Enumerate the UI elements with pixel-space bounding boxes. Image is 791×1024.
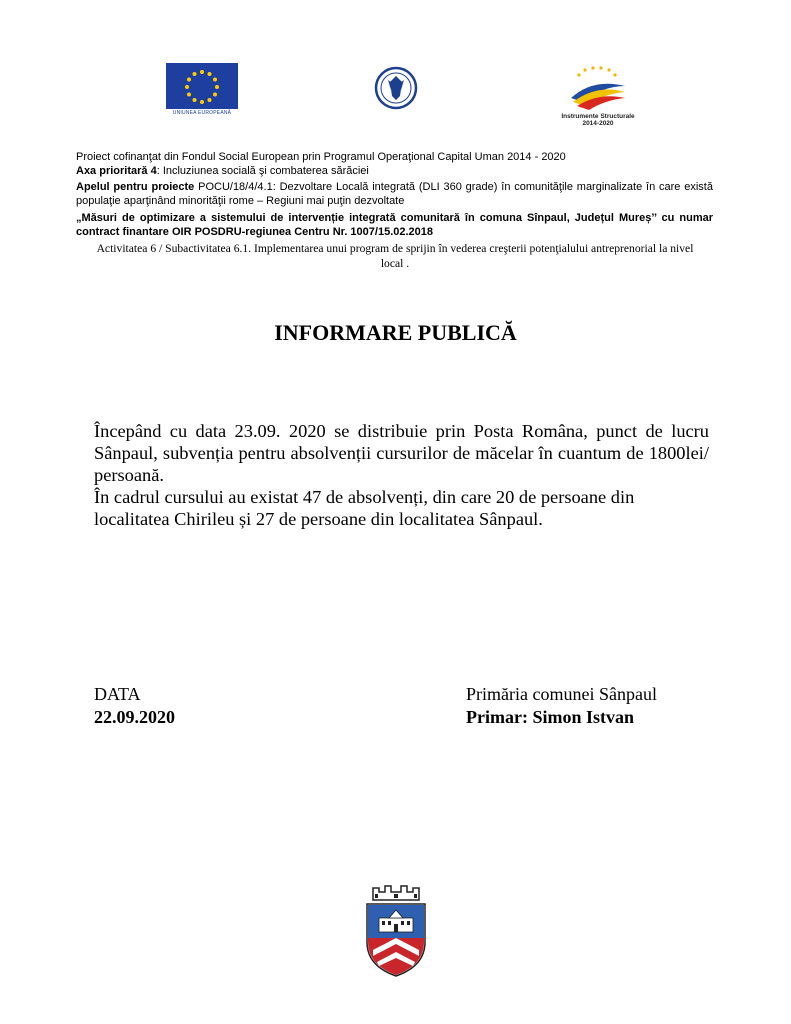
instrumente-structurale-caption [560,113,636,127]
activity-line: Activitatea 6 / Subactivitatea 6.1. Implementarea unui program de sprijin în vederea creşterii potenţialului antreprenorial la nivel local . [96,242,694,270]
axa-line [76,164,713,178]
eu-flag-logo [166,63,238,109]
paragraph-distribution: Începând cu data 23.09. 2020 se distribuie prin Posta Româna, punct de lucru Sânpaul, subvenția pentru absolvenții cursurilor de măcelar în cuantum de 1800lei/ persoană. [94,421,709,485]
program-line: Proiect cofinanţat din Fondul Social European prin Programul Operaţional Capital Uman 2014 - 2020 [76,151,566,163]
apel-line [76,180,713,208]
institution-name: Primăria comunei Sânpaul [466,684,657,704]
eu-caption: UNIUNEA EUROPEANĂ [172,110,232,116]
announcement-body [94,420,709,530]
date-label: DATA [94,684,141,704]
instrumente-structurale-logo [563,62,633,114]
eu-stars-icon [166,63,238,109]
paragraph-graduates: În cadrul cursului au existat 47 de absolvenți, din care 20 de persoane din localitatea Chirileu și 27 de persoane din localitatea Sânpaul. [94,487,635,529]
romanian-government-logo [372,66,420,110]
project-title: „Măsuri de optimizare a sistemului de intervenție integrată comunitară în comuna Sînpaul, Județul Mureș’’ cu numar contract finantare OIR POSDRU-regiunea Centru Nr. 1007/15.02.2018 [76,212,713,238]
apel-text: POCU/18/4/4.1: Dezvoltare Locală integrată (DLI 360 grade) în comunităţile marginalizate în care există populaţie aparţinând minorităţii rome – Regiuni mai puţin dezvoltate [76,181,713,207]
axa-text: : Incluziunea socială şi combaterea sărăciei [156,165,369,177]
is-caption-title: Instrumente Structurale [561,113,635,120]
mayor-name: Primar: Simon Istvan [466,707,634,727]
apel-label: Apelul pentru proiecte [76,181,195,193]
coat-of-arms-icon [361,880,431,980]
date-value: 22.09.2020 [94,707,175,727]
is-caption-years: 2014-2020 [582,120,614,127]
axa-label: Axa prioritară 4 [76,165,157,177]
page-title: INFORMARE PUBLICĂ [274,320,517,345]
